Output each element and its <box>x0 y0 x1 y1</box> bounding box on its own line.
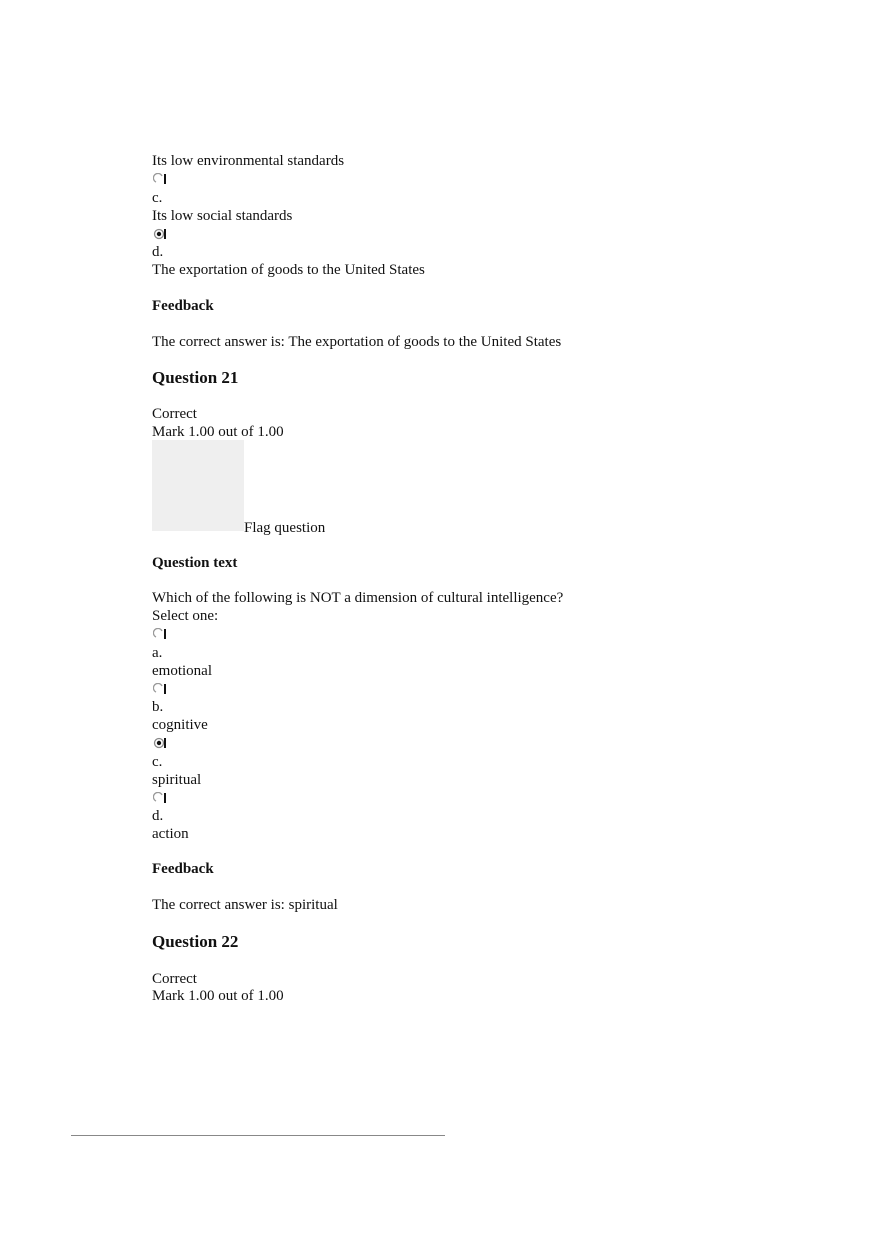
q22-title: Question 22 <box>152 932 239 951</box>
q21-option-a-text: emotional <box>152 663 212 679</box>
q20-option-d-letter: d. <box>152 244 164 260</box>
radio-b-unselected-icon[interactable] <box>153 683 167 695</box>
q20-feedback-text: The correct answer is: The exportation of goods to the United States <box>152 334 562 350</box>
radio-d-unselected-icon[interactable] <box>153 792 167 804</box>
q21-title: Question 21 <box>152 368 239 387</box>
radio-c-selected-icon[interactable] <box>153 737 167 749</box>
radio-a-unselected-icon[interactable] <box>153 628 167 640</box>
q22-mark: Mark 1.00 out of 1.00 <box>152 988 284 1004</box>
q21-feedback-text: The correct answer is: spiritual <box>152 897 338 913</box>
q21-option-b-letter: b. <box>152 699 164 715</box>
q20-option-c-letter: c. <box>152 190 163 206</box>
q21-option-d-text: action <box>152 826 189 842</box>
q21-option-c-text: spiritual <box>152 772 202 788</box>
q21-select-one: Select one: <box>152 608 219 624</box>
radio-selected-icon[interactable] <box>153 228 167 240</box>
q21-option-b-text: cognitive <box>152 717 208 733</box>
q21-question: Which of the following is NOT a dimension of cultural intelligence? <box>152 590 564 606</box>
q20-option-c-text: Its low social standards <box>152 208 293 224</box>
q21-mark: Mark 1.00 out of 1.00 <box>152 424 284 440</box>
radio-unselected-icon[interactable] <box>153 173 167 185</box>
q20-option-d-text: The exportation of goods to the United States <box>152 262 425 278</box>
q21-option-a-letter: a. <box>152 645 163 661</box>
q21-option-d-letter: d. <box>152 808 164 824</box>
q21-option-c-letter: c. <box>152 754 163 770</box>
q20-feedback-heading: Feedback <box>152 298 214 314</box>
footer-divider <box>71 1135 445 1136</box>
q21-status: Correct <box>152 406 197 422</box>
q21-feedback-heading: Feedback <box>152 861 214 877</box>
q20-option-b-text: Its low environmental standards <box>152 153 345 169</box>
flag-icon[interactable] <box>152 440 244 531</box>
flag-question-link[interactable]: Flag question <box>244 520 326 536</box>
q21-question-text-heading: Question text <box>152 555 238 571</box>
q22-status: Correct <box>152 971 197 987</box>
